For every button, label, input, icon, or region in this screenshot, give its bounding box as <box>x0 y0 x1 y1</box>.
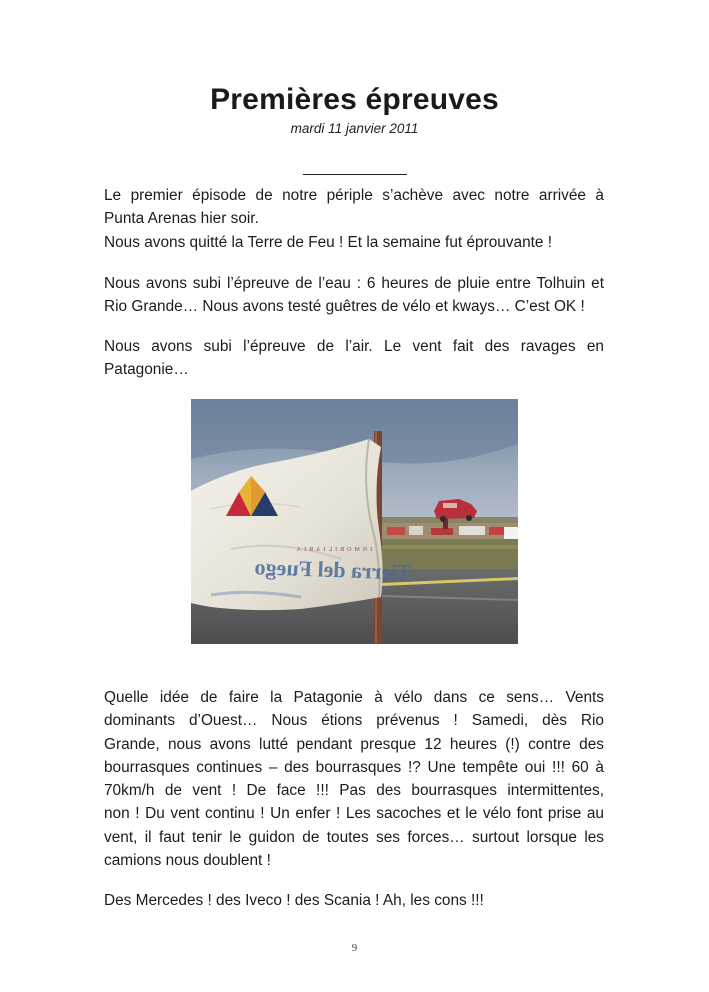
title-divider <box>303 174 407 175</box>
text-line: Punta Arenas hier soir. <box>104 210 259 228</box>
paragraph-water <box>104 272 604 319</box>
text-line: Le premier épisode de notre périple s’achève avec notre arrivée à <box>104 187 604 204</box>
text-line: Patagonie… <box>104 361 189 379</box>
text-line: Nous avons quitté la Terre de Feu ! Et la semaine fut éprouvante ! <box>104 233 553 251</box>
paragraph-arrival <box>104 184 604 254</box>
text-line: Nous avons subi l’épreuve de l’eau : 6 heures de pluie entre Tolhuin et <box>104 275 604 292</box>
text-line: bourrasques continues – des bourrasques !? Une tempête oui !!! 60 à <box>104 758 604 776</box>
page-number: 9 <box>351 942 358 954</box>
flag-small-text: INMOBILIARIA <box>293 547 373 553</box>
flag-photo <box>191 399 518 644</box>
post-date: mardi 11 janvier 2011 <box>290 121 419 136</box>
text-line: Quelle idée de faire la Patagonie à vélo dans ce sens… Vents <box>104 689 604 706</box>
paragraph-trucks <box>104 889 604 912</box>
text-line: camions nous doublent ! <box>104 852 271 870</box>
text-line: Nous avons subi l’épreuve de l’air. Le vent fait des ravages en <box>104 338 604 355</box>
page-title: Premières épreuves <box>210 83 499 116</box>
text-line: dominants d’Ouest… Nous étions prévenus ! Samedi, dès Rio <box>104 712 604 730</box>
text-line: vent, il faut tenir le guidon de toutes ses forces… surtout lorsque les <box>104 828 604 846</box>
text-line: non ! Du vent continu ! Un enfer ! Les sacoches et le vélo font prise au <box>104 805 604 823</box>
text-line: Grande, nous avons lutté pendant presque 12 heures (!) contre des <box>104 735 604 753</box>
flag-brand-text: Tierra del Fuego <box>254 554 413 585</box>
text-line: Rio Grande… Nous avons testé guêtres de vélo et kways… C’est OK ! <box>104 298 585 316</box>
text-line: Des Mercedes ! des Iveco ! des Scania ! Ah, les cons !!! <box>104 892 484 909</box>
paragraph-air <box>104 335 604 382</box>
text-line: 70km/h de vent ! De face !!! Pas des bourrasques intermittentes, <box>104 782 604 800</box>
paragraph-wind <box>104 686 604 872</box>
